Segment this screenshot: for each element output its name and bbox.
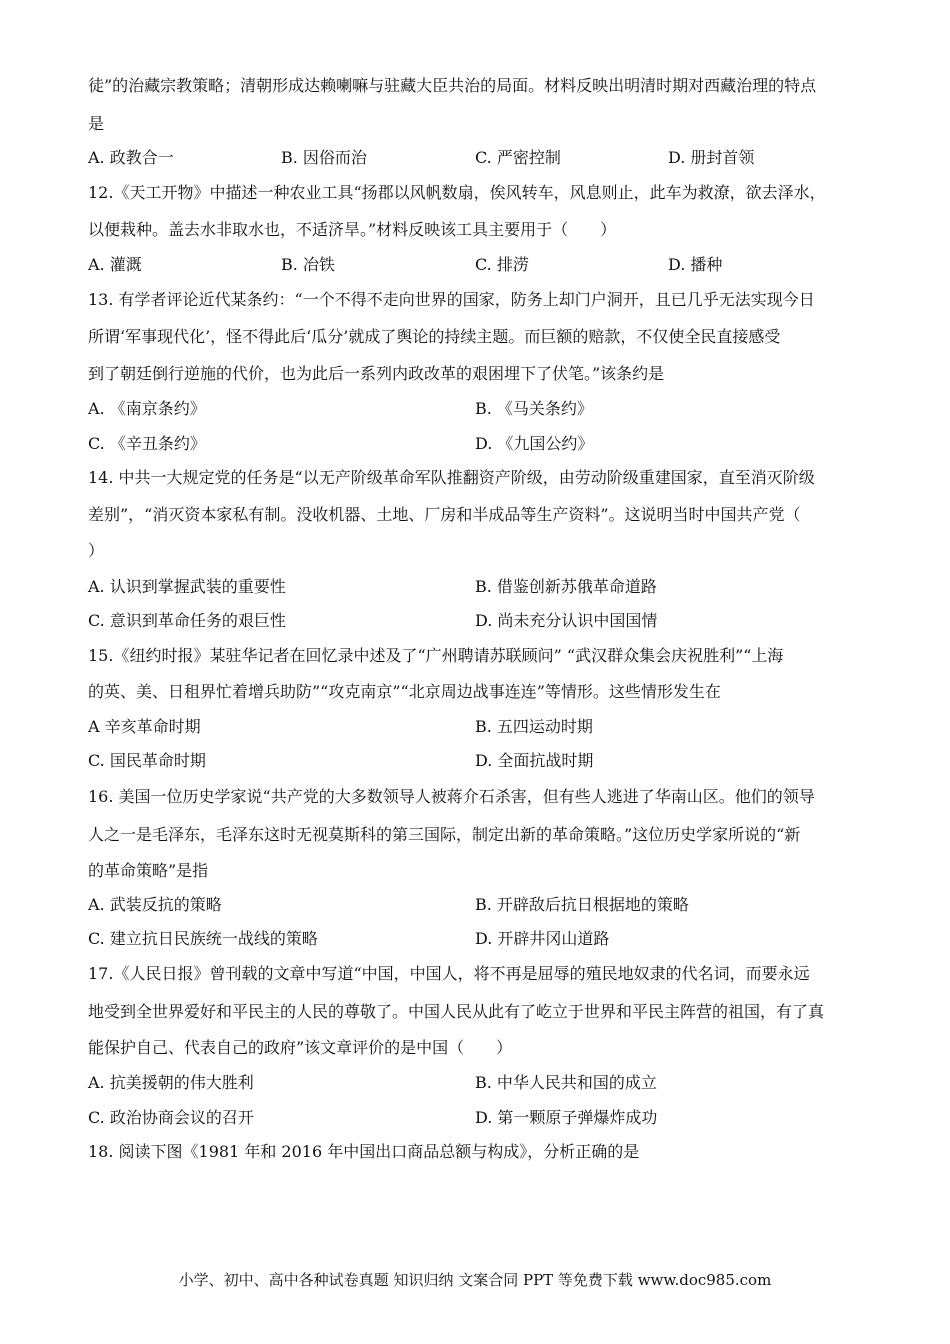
q13-option-d: D. 《九国公约》 [475,434,594,453]
q14-text-line-3: ） [88,541,105,560]
q15-option-b: B. 五四运动时期 [475,717,593,736]
q13-option-b: B. 《马关条约》 [475,399,593,418]
q11-option-d: D. 册封首领 [668,148,755,167]
q17-text-line-2: 地受到全世界爱好和平民主的人民的尊敬了。中国人民从此有了屹立于世界和平民主阵营的祖国，有了真 [88,1002,825,1021]
q11-text-line-1: 徒”的治藏宗教策略；清朝形成达赖喇嘛与驻藏大臣共治的局面。材料反映出明清时期对西藏治理的特点 [88,76,817,95]
q18-text-line-1: 18. 阅读下图《1981 年和 2016 年中国出口商品总额与构成》，分析正确的是 [88,1142,640,1161]
q17-option-d: D. 第一颗原子弹爆炸成功 [475,1108,658,1127]
q13-option-a: A. 《南京条约》 [88,399,206,418]
q17-option-b: B. 中华人民共和国的成立 [475,1073,657,1092]
q15-option-a: A 辛亥革命时期 [88,717,201,736]
q17-option-a: A. 抗美援朝的伟大胜利 [88,1073,254,1092]
q17-text-line-1: 17.《人民日报》曾刊载的文章中写道“中国，中国人，将不再是屈辱的殖民地奴隶的代名词，而要永远 [88,964,810,983]
q16-text-line-3: 的革命策略”是指 [88,861,209,880]
q16-option-a: A. 武装反抗的策略 [88,895,222,914]
q11-option-b: B. 因俗而治 [281,148,367,167]
q15-option-c: C. 国民革命时期 [88,751,206,770]
q12-option-d: D. 播种 [668,255,723,274]
q12-option-a: A. 灌溉 [88,255,142,274]
q14-option-b: B. 借鉴创新苏俄革命道路 [475,577,657,596]
q13-text-line-1: 13. 有学者评论近代某条约：“一个不得不走向世界的国家，防务上却门户洞开，且已几乎无法实现今日 [88,290,815,309]
q11-text-line-2: 是 [88,114,105,133]
q17-option-c: C. 政治协商会议的召开 [88,1108,254,1127]
footer-download-banner: 小学、初中、高中各种试卷真题 知识归纳 文案合同 PPT 等免费下载 www.doc985.com [178,1271,772,1289]
q16-option-b: B. 开辟敌后抗日根据地的策略 [475,895,689,914]
q15-text-line-1: 15.《纽约时报》某驻华记者在回忆录中述及了“广州聘请苏联顾问” “武汉群众集会庆祝胜利”“上海 [88,646,784,665]
q14-option-c: C. 意识到革命任务的艰巨性 [88,611,286,630]
q11-option-c: C. 严密控制 [475,148,561,167]
q13-option-c: C. 《辛丑条约》 [88,434,206,453]
q13-text-line-2: 所谓‘军事现代化’，怪不得此后‘瓜分’就成了舆论的持续主题。而巨额的赔款，不仅使全民直接感受 [88,327,781,346]
q15-text-line-2: 的英、美、日租界忙着增兵助防”“攻克南京”“北京周边战事连连”等情形。这些情形发生在 [88,682,721,701]
q14-option-a: A. 认识到掌握武装的重要性 [88,577,286,596]
q16-option-c: C. 建立抗日民族统一战线的策略 [88,929,318,948]
q12-text-line-2: 以便栽种。盖去水非取水也，不适济旱。”材料反映该工具主要用于（ ） [88,220,617,239]
q12-option-b: B. 冶铁 [281,255,335,274]
q14-option-d: D. 尚未充分认识中国国情 [475,611,658,630]
q16-text-line-1: 16. 美国一位历史学家说“共产党的大多数领导人被蒋介石杀害，但有些人逃进了华南山区。他们的领导 [88,787,815,806]
q12-option-c: C. 排涝 [475,255,529,274]
q14-text-line-1: 14. 中共一大规定党的任务是“以无产阶级革命军队推翻资产阶级，由劳动阶级重建国家，直至消灭阶级 [88,468,815,487]
q12-text-line-1: 12.《天工开物》中描述一种农业工具“扬郡以风帆数扇，俟风转车，风息则止，此车为救潦，欲去泽水， [88,183,826,202]
q15-option-d: D. 全面抗战时期 [475,751,594,770]
q16-text-line-2: 人之一是毛泽东，毛泽东这时无视莫斯科的第三国际，制定出新的革命策略。”这位历史学家所说的“新 [88,825,801,844]
q17-text-line-3: 能保护自己、代表自己的政府”该文章评价的是中国（ ） [88,1038,513,1057]
q14-text-line-2: 差别”，“消灭资本家私有制。没收机器、土地、厂房和半成品等生产资料”。这说明当时中国共产党（ [88,505,801,524]
q11-option-a: A. 政教合一 [88,148,174,167]
q16-option-d: D. 开辟井冈山道路 [475,929,610,948]
q13-text-line-3: 到了朝廷倒行逆施的代价，也为此后一系列内政改革的艰困埋下了伏笔。”该条约是 [88,364,665,383]
